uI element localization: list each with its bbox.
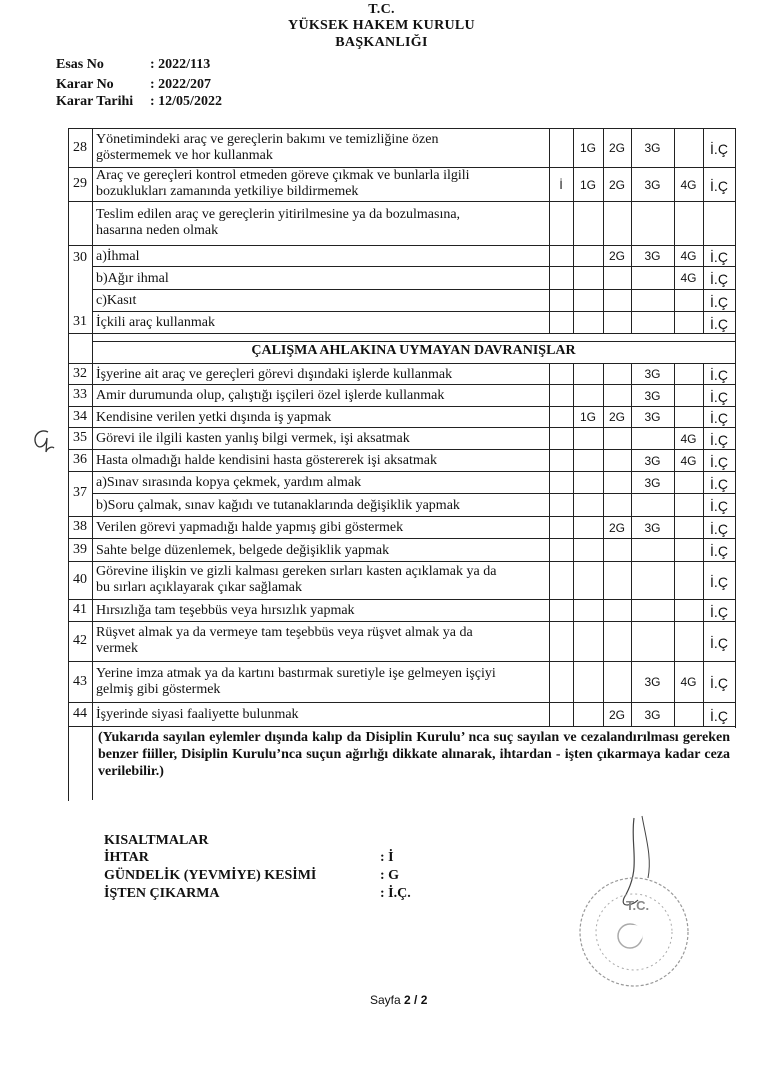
handwritten-a-icon [30, 426, 56, 456]
penalty-cell: 3G [644, 475, 661, 490]
row-number: 31 [73, 314, 87, 329]
penalty-cell: 2G [608, 177, 625, 192]
row-rule [68, 661, 735, 662]
row-rule [92, 493, 735, 494]
penalty-cell: 4G [680, 271, 697, 285]
penalty-column-rule [549, 363, 550, 726]
row-rule [92, 311, 735, 312]
row-rule [68, 427, 735, 428]
row-description-line: Hasta olmadığı halde kendisini hasta göstererek işi aksatmak [96, 453, 437, 468]
row-description-line: İçkili araç kullanmak [96, 315, 215, 330]
row-number: 44 [73, 706, 87, 721]
note-border-left [68, 728, 69, 800]
karar-tarihi-label: Karar Tarihi [56, 94, 134, 109]
row-description-line: Teslim edilen araç ve gereçlerin yitirilmesine ya da bozulmasına, [96, 207, 461, 222]
esas-no-label: Esas No [56, 57, 104, 72]
page-number-value: 2 / 2 [404, 993, 428, 1007]
row-number: 28 [73, 139, 87, 155]
row-description-line: İşyerine ait araç ve gereçleri görevi dışındaki işlerde kullanmak [96, 366, 453, 382]
row-number: 37 [73, 485, 87, 500]
page-number [370, 993, 427, 1007]
penalty-column-rule [674, 363, 675, 726]
stamp-seal-icon [572, 808, 702, 998]
penalty-cell: 4G [680, 675, 697, 689]
penalty-cell: 2G [608, 707, 625, 722]
row-description-line: b)Soru çalmak, sınav kağıdı ve tutanaklarında değişiklik yapmak [96, 497, 460, 513]
row-rule [68, 726, 735, 727]
row-number: 43 [73, 673, 87, 689]
row-number: 33 [73, 387, 87, 402]
row-description-line: Yerine imza atmak ya da kartını bastırmak suretiyle işe gelmeyen işçiyi [96, 665, 496, 681]
table-border-bottom [68, 800, 69, 801]
karar-no-value: : 2022/207 [150, 77, 212, 92]
penalty-column-rule [674, 128, 675, 333]
row-number: 32 [73, 365, 87, 381]
row-description-line: Sahte belge düzenlemek, belgede değişiklik yapmak [96, 542, 390, 558]
header-subtitle: BAŞKANLIĞI [335, 35, 428, 50]
penalty-cell: 3G [644, 410, 661, 424]
row-rule [68, 384, 735, 385]
karar-no-label: Karar No [56, 77, 114, 92]
penalty-cell: 1G [579, 141, 596, 155]
row-description-line: İşyerinde siyasi faaliyette bulunmak [96, 707, 299, 722]
row-rule [68, 245, 735, 246]
row-number: 34 [73, 408, 87, 424]
penalty-cell: 3G [644, 707, 661, 722]
row-number: 36 [73, 452, 87, 467]
section-title: ÇALIŞMA AHLAKINA UYMAYAN DAVRANIŞLAR [251, 343, 576, 358]
abbr-ihtar-value: : İ [380, 850, 394, 865]
penalty-cell: İ.Ç [710, 543, 728, 559]
row-number: 35 [73, 430, 87, 445]
row-rule [92, 289, 735, 290]
penalty-cell: İ.Ç [710, 453, 728, 470]
penalty-column-rule [573, 128, 574, 333]
penalty-cell: 3G [644, 453, 661, 468]
row-description-line: bozuklukları zamanında yetkiliye bildirmemek [96, 184, 359, 199]
penalty-cell: İ.Ç [710, 431, 728, 448]
penalty-cell: 4G [680, 431, 697, 446]
penalty-cell: 1G [579, 177, 596, 192]
row-number: 39 [73, 541, 87, 557]
row-description-line: göstermemek ve hor kullanmak [96, 147, 273, 163]
penalty-cell: İ.Ç [710, 520, 728, 537]
penalty-cell: İ.Ç [710, 271, 728, 287]
penalty-cell: 4G [680, 249, 697, 263]
penalty-column-rule [631, 128, 632, 333]
section-rule [92, 341, 735, 342]
abbr-isten-cikarma-label: İŞTEN ÇIKARMA [104, 886, 220, 901]
penalty-cell: 1G [579, 410, 596, 424]
abbr-isten-cikarma-value: : İ.Ç. [380, 886, 411, 901]
penalty-cell: İ.Ç [710, 707, 728, 724]
row-number: 29 [73, 176, 87, 191]
penalty-cell: 2G [608, 520, 625, 535]
abbr-gundelik-label: GÜNDELİK (YEVMİYE) KESİMİ [104, 868, 317, 883]
margin-handwritten-mark [30, 426, 56, 456]
penalty-cell: 3G [644, 675, 661, 689]
page-number-prefix: Sayfa [370, 993, 401, 1007]
penalty-cell: İ.Ç [710, 315, 728, 332]
penalty-cell: İ.Ç [710, 603, 728, 620]
row-description-line: Yönetimindeki araç ve gereçlerin bakımı ve temizliğine özen [96, 131, 439, 147]
row-description-line: Araç ve gereçleri kontrol etmeden göreve çıkmak ve bunlarla ilgili [96, 168, 470, 183]
karar-tarihi-value: : 12/05/2022 [150, 94, 222, 109]
abbreviations-title: KISALTMALAR [104, 833, 209, 848]
row-number: 38 [73, 519, 87, 534]
penalty-cell: İ.Ç [710, 249, 728, 265]
penalty-cell: İ.Ç [710, 475, 728, 492]
row-description-line: gelmiş gibi göstermek [96, 681, 221, 697]
penalty-cell: 3G [644, 141, 661, 155]
row-rule [68, 702, 735, 703]
penalty-cell: İ.Ç [710, 498, 728, 514]
row-description-line: Amir durumunda olup, çalıştığı işçileri özel işlerde kullanmak [96, 388, 445, 403]
row-rule [68, 333, 735, 334]
row-description-line: Görevine ilişkin ve gizli kalması gereken sırları kasten açıklamak ya da [96, 564, 497, 579]
penalty-cell: İ.Ç [710, 675, 728, 691]
stamp-text: T.C. [626, 898, 650, 913]
penalty-cell: 3G [644, 249, 661, 263]
row-rule [92, 266, 735, 267]
penalty-column-rule [603, 128, 604, 333]
row-rule [68, 599, 735, 600]
general-note: (Yukarıda sayılan eylemler dışında kalıp da Disiplin Kurulu’ nca suç sayılan ve cezalandırılması gereken benzer fiiller, Disiplin Kurulu’nca suçun ağırlığı dikkate alınarak, ihtardan - işten çıkarmaya kadar ceza verilebilir.) [98, 730, 730, 779]
penalty-cell: 2G [608, 249, 625, 263]
row-description-line: hasarına neden olmak [96, 223, 219, 238]
penalty-cell: 4G [680, 453, 697, 468]
penalty-cell: 2G [608, 141, 625, 155]
row-number: 30 [73, 250, 87, 265]
row-rule [68, 449, 735, 450]
row-number: 40 [73, 572, 87, 587]
row-description-line: Kendisine verilen yetki dışında iş yapmak [96, 409, 332, 425]
penalty-column-rule [735, 363, 736, 726]
header-tc: T.C. [368, 2, 395, 17]
row-rule [68, 363, 735, 364]
row-rule [68, 516, 735, 517]
row-description-line: a)Sınav sırasında kopya çekmek, yardım almak [96, 475, 362, 490]
row-rule [68, 201, 735, 202]
row-description-line: Hırsızlığa tam teşebbüs veya hırsızlık yapmak [96, 603, 355, 618]
row-description-line: bu sırları açıklayarak çıkar sağlamak [96, 580, 303, 595]
penalty-cell: İ.Ç [710, 367, 728, 383]
row-rule [68, 561, 735, 562]
penalty-column-rule [735, 128, 736, 333]
penalty-cell: İ.Ç [710, 141, 728, 157]
row-number: 41 [73, 602, 87, 617]
penalty-cell: İ.Ç [710, 293, 728, 310]
penalty-cell: İ.Ç [710, 388, 728, 405]
penalty-cell: 3G [644, 367, 661, 381]
row-rule [68, 471, 735, 472]
row-description-line: a)İhmal [96, 248, 140, 264]
table-border-top [68, 128, 735, 129]
penalty-cell: 4G [680, 177, 697, 192]
row-description-line: Verilen görevi yapmadığı halde yapmış gibi göstermek [96, 520, 404, 535]
abbr-gundelik-value: : G [380, 868, 400, 883]
row-rule [68, 621, 735, 622]
row-rule [68, 406, 735, 407]
row-description-line: vermek [96, 641, 138, 656]
official-stamp [572, 808, 702, 998]
penalty-cell: 3G [644, 520, 661, 535]
row-description-line: Rüşvet almak ya da vermeye tam teşebbüs veya rüşvet almak ya da [96, 625, 473, 640]
esas-no-value: : 2022/113 [150, 57, 211, 72]
penalty-cell: 3G [644, 388, 661, 403]
header-title: YÜKSEK HAKEM KURULU [288, 18, 475, 33]
penalty-cell: İ.Ç [710, 634, 728, 651]
row-description-line: b)Ağır ihmal [96, 270, 169, 286]
row-rule [68, 538, 735, 539]
penalty-column-rule [549, 128, 550, 333]
penalty-cell: İ.Ç [710, 573, 728, 590]
row-description-line: c)Kasıt [96, 293, 137, 308]
abbr-ihtar-label: İHTAR [104, 850, 149, 865]
penalty-cell: İ.Ç [710, 177, 728, 194]
penalty-cell: İ [559, 177, 563, 192]
penalty-cell: 3G [644, 177, 661, 192]
penalty-cell: 2G [608, 410, 625, 424]
penalty-cell: İ.Ç [710, 410, 728, 426]
row-number: 42 [73, 633, 87, 648]
row-description-line: Görevi ile ilgili kasten yanlış bilgi vermek, işi aksatmak [96, 431, 410, 446]
number-column-rule [92, 128, 93, 800]
